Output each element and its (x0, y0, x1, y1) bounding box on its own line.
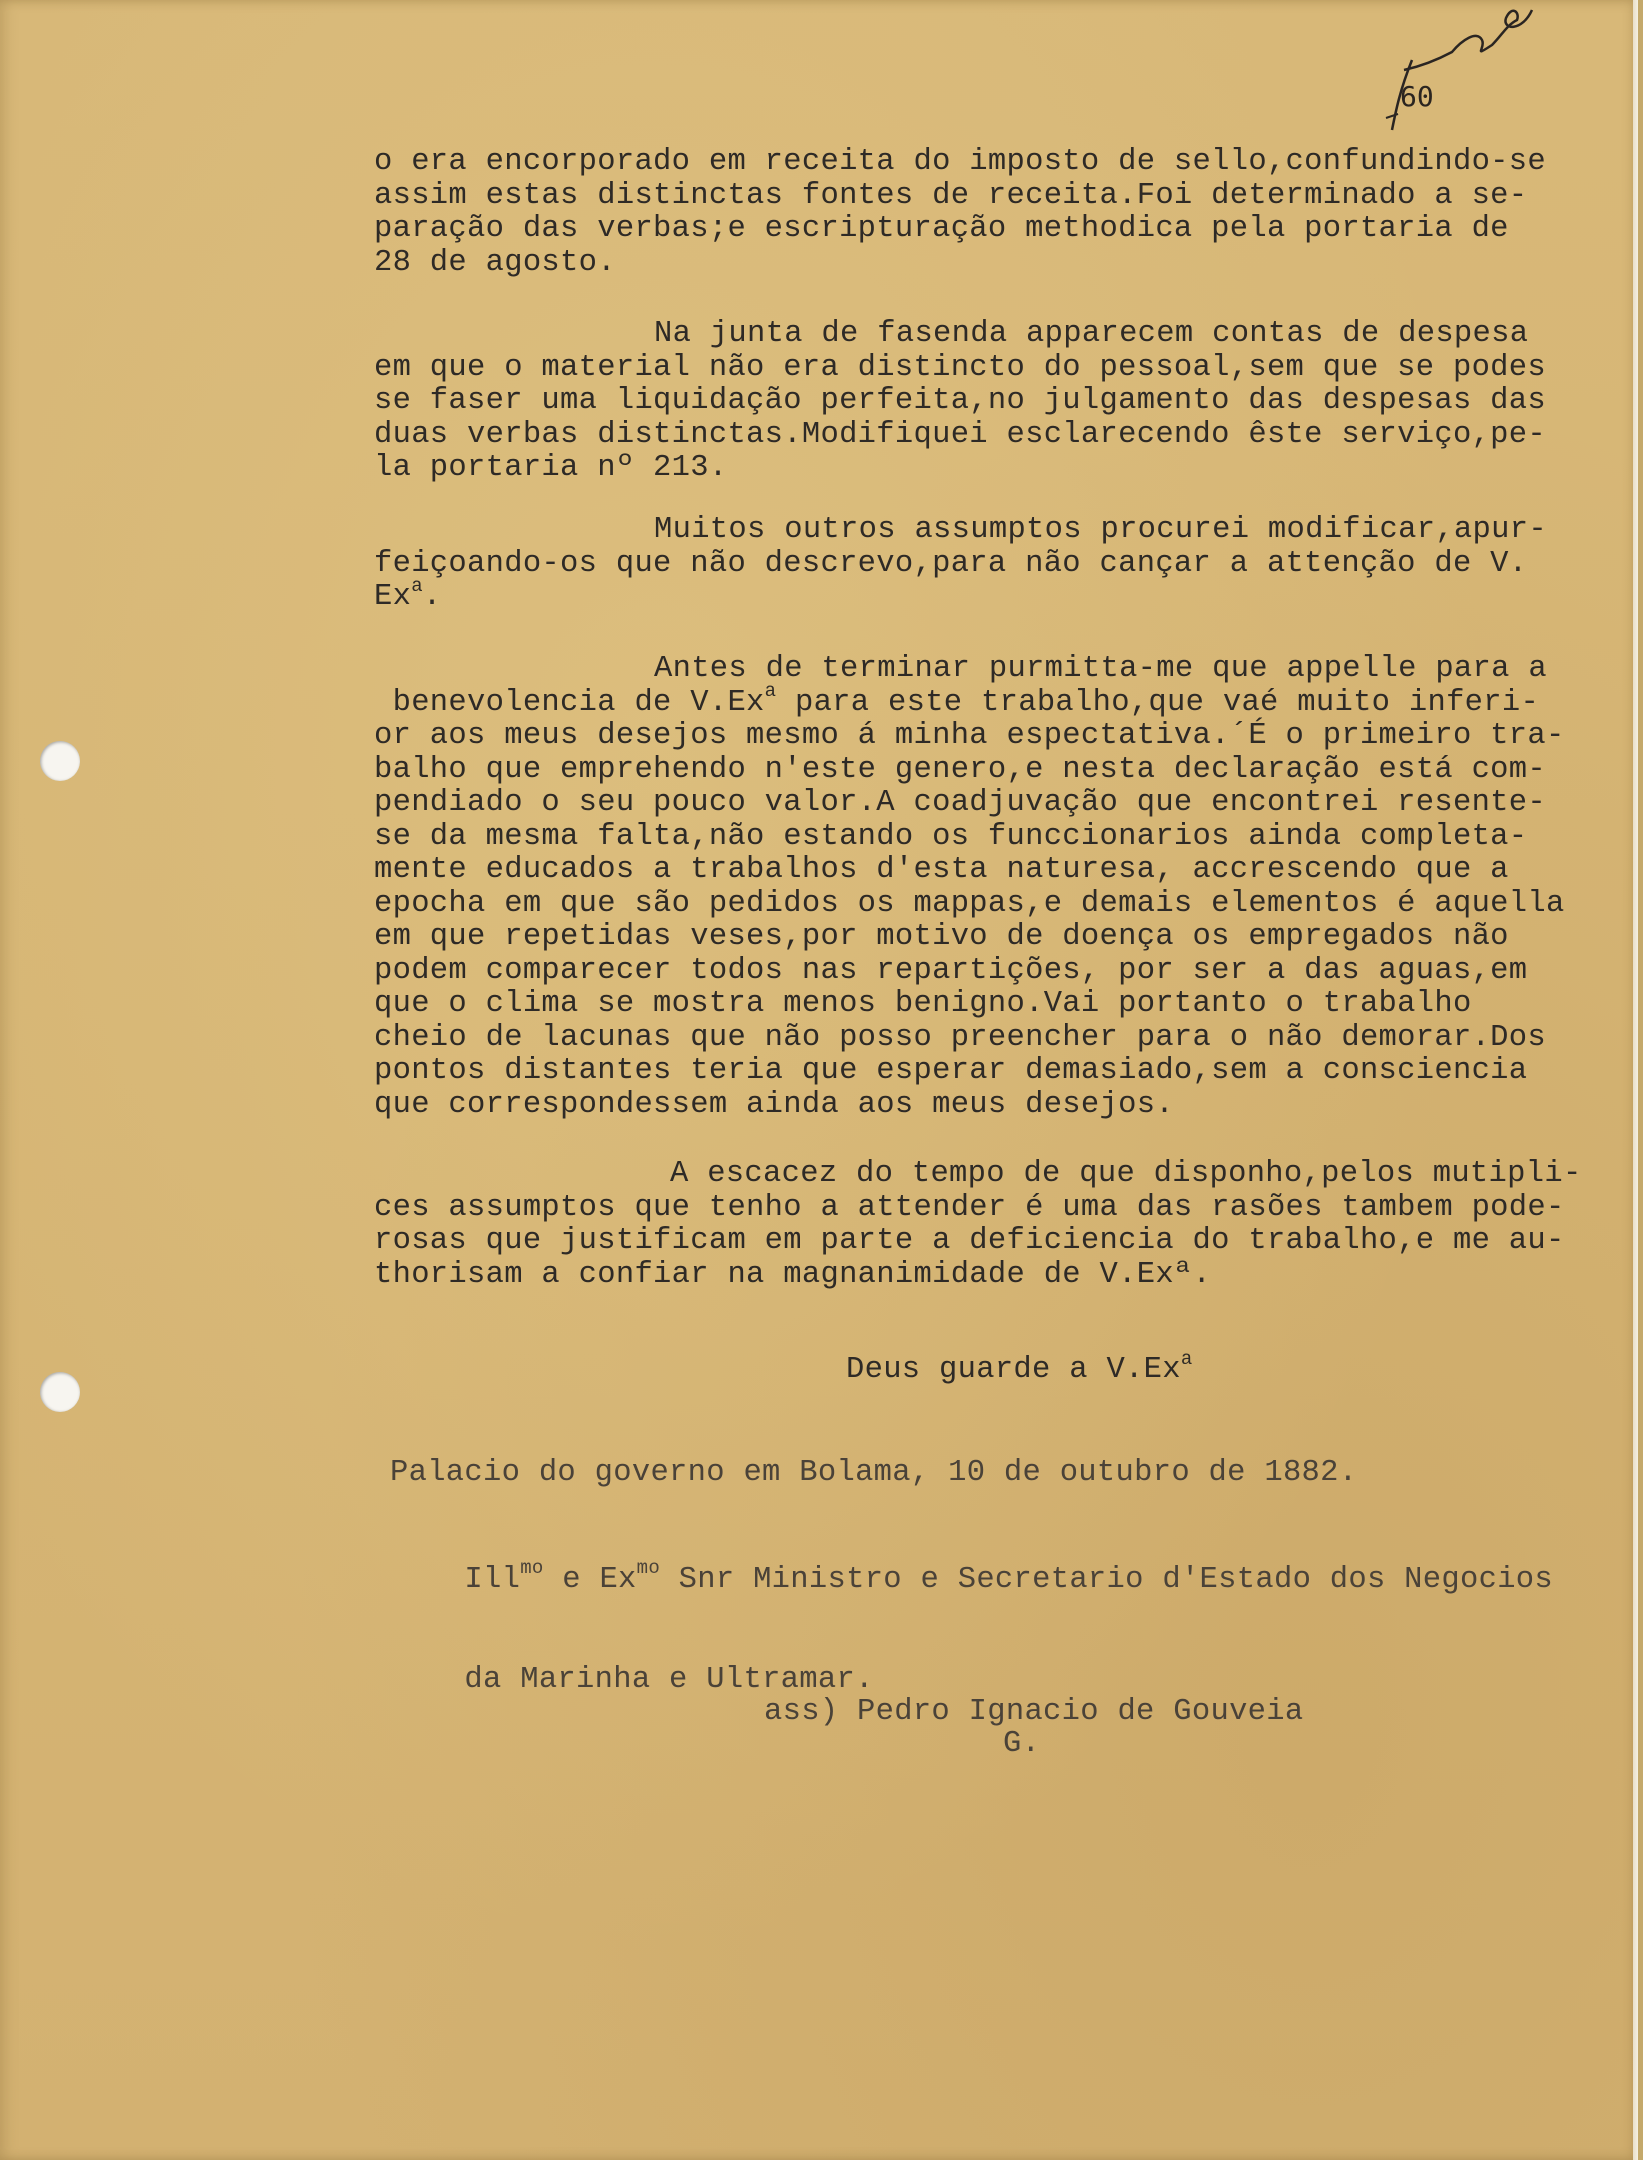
text-line: paração das verbas;e escripturação methodica pela portaria de (374, 212, 1509, 246)
addressee-line: da Marinha e Ultramar. (464, 1663, 874, 1697)
text-line: cheio de lacunas que não posso preencher para o não demorar.Dos (374, 1020, 1546, 1055)
paragraph-1 (374, 146, 1624, 280)
folio-number: 60 (1400, 80, 1434, 113)
text-line: A escacez do tempo de que disponho,pelos mutipli- (670, 1157, 1582, 1191)
text-line: que o clima se mostra menos benigno.Vai portanto o trabalho (374, 987, 1472, 1021)
addressee-sup: mo (636, 1557, 661, 1580)
text-line: or aos meus desejos mesmo á minha espectativa.´É o primeiro tra- (374, 719, 1565, 753)
text-line: o era encorporado em receita do imposto de sello,confundindo-se (374, 145, 1546, 179)
tail-base: Ex (374, 580, 412, 614)
text-line: rosas que justificam em parte a deficiencia do trabalho,e me au- (374, 1224, 1565, 1258)
folio-handwritten-mark (1382, 0, 1542, 150)
signature-initial: G. (1003, 1727, 1041, 1761)
text-line: se faser uma liquidação perfeita,no julgamento das despesas das (374, 384, 1546, 418)
addressee-part: Ill (464, 1562, 521, 1597)
text-line: que correspondessem ainda aos meus desejos. (374, 1087, 1174, 1122)
text-line: mente educados a trabalhos d'esta naturesa, accrescendo que a (374, 853, 1509, 887)
paragraph-5 (374, 1158, 1624, 1292)
text-line: Antes de terminar purmitta-me que appelle para a (654, 652, 1547, 686)
text-line: podem comparecer todos nas repartições, por ser a das aguas,em (374, 953, 1528, 988)
text-line: la portaria nº 213. (374, 451, 728, 485)
place-date: Palacio do governo em Bolama, 10 de outubro de 1882. (390, 1456, 1358, 1490)
text-line: epocha em que são pedidos os mappas,e demais elementos é aquella (374, 886, 1565, 921)
text-line: pontos distantes teria que esperar demasiado,sem a consciencia (374, 1054, 1528, 1088)
addressee-sup: mo (520, 1557, 544, 1580)
paragraph-4 (374, 653, 1624, 1122)
text-line: em que o material não era distincto do pessoal,sem que se podes (374, 350, 1546, 385)
salutation (846, 1347, 1193, 1388)
punch-hole-top (40, 741, 80, 781)
text-line-with-sup (374, 680, 1624, 721)
text-line: Muitos outros assumptos procurei modificar,apur- (654, 513, 1547, 547)
text-line-tail (374, 574, 1624, 615)
tail-sup: a (411, 574, 423, 597)
text-line: se da mesma falta,não estando os funccionarios ainda completa- (374, 819, 1528, 854)
text-line: Na junta de fasenda apparecem contas de despesa (654, 317, 1529, 351)
text-line: em que repetidas veses,por motivo de doença os empregados não (374, 920, 1509, 954)
addressee-part: Snr Ministro e Secretario d'Estado dos Negocios (660, 1562, 1554, 1597)
salutation-sup: a (1180, 1347, 1193, 1370)
signature: ass) Pedro Ignacio de Gouveia (764, 1695, 1304, 1729)
text-line: 28 de agosto. (374, 245, 616, 280)
line-part: benevolencia de V.Ex (374, 685, 765, 720)
line-part-after: para este trabalho,que vaé muito inferi- (776, 685, 1540, 720)
text-line: balho que emprehendo n'este genero,e nesta declaração está com- (374, 752, 1546, 787)
addressee-part: e Ex (543, 1562, 637, 1597)
addressee-line (464, 1557, 1554, 1597)
punch-hole-bottom (40, 1372, 80, 1412)
salutation-base: Deus guarde a V.Ex (846, 1353, 1181, 1387)
text-line: duas verbas distinctas.Modifiquei esclarecendo êste serviço,pe- (374, 417, 1546, 452)
tail-after: . (422, 580, 442, 614)
page-edge (1633, 0, 1638, 2160)
text-line: assim estas distinctas fontes de receita.Foi determinado a se- (374, 178, 1528, 213)
paragraph-2 (374, 318, 1624, 486)
text-line: pendiado o seu pouco valor.A coadjuvação que encontrei resente- (374, 786, 1546, 820)
text-line: feiçoando-os que não descrevo,para não cançar a attenção de V. (374, 546, 1528, 581)
text-line: ces assumptos que tenho a attender é uma das rasões tambem pode- (374, 1190, 1565, 1225)
line-sup: a (764, 680, 777, 703)
text-line: thorisam a confiar na magnanimidade de V.Exª. (374, 1257, 1212, 1292)
paragraph-3 (374, 514, 1624, 615)
